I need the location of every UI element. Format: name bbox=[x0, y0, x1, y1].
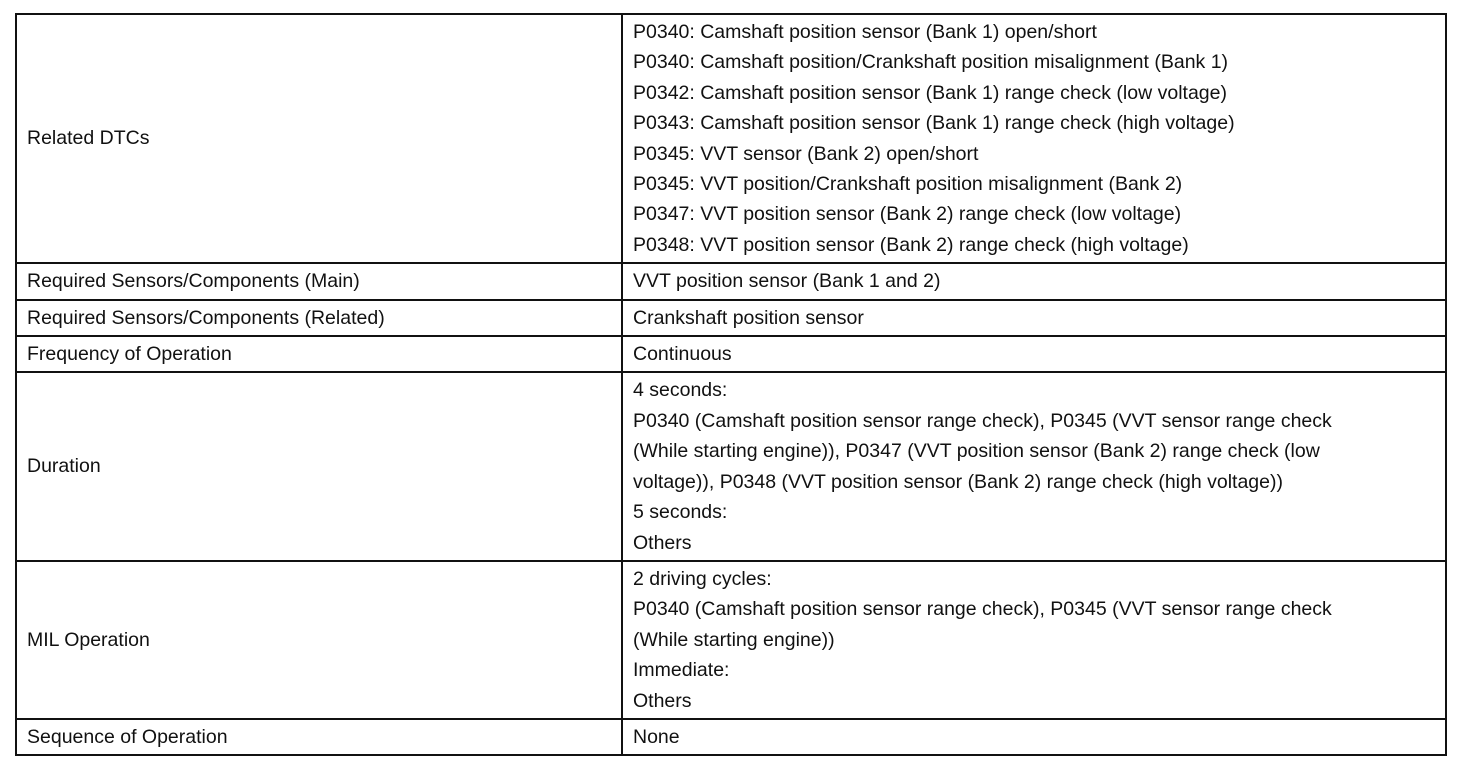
value-line: None bbox=[633, 725, 680, 748]
value-line: VVT position sensor (Bank 1 and 2) bbox=[633, 270, 941, 293]
row-value bbox=[622, 300, 1446, 336]
row-value bbox=[622, 263, 1446, 299]
spec-table bbox=[15, 13, 1447, 756]
row-label: MIL Operation bbox=[16, 561, 622, 719]
table-row bbox=[16, 336, 1446, 372]
table-row bbox=[16, 372, 1446, 560]
row-label: Related DTCs bbox=[16, 14, 622, 263]
value-line: Crankshaft position sensor bbox=[633, 306, 864, 329]
value-line: P0345: VVT sensor (Bank 2) open/short bbox=[633, 142, 979, 165]
value-line: Immediate: bbox=[633, 659, 730, 682]
value-line: P0345: VVT position/Crankshaft position misalignment (Bank 2) bbox=[633, 173, 1183, 196]
row-value bbox=[622, 561, 1446, 719]
value-line: P0340 (Camshaft position sensor range check), P0345 (VVT sensor range check bbox=[633, 598, 1332, 621]
row-label: Required Sensors/Components (Main) bbox=[16, 263, 622, 299]
table-row bbox=[16, 300, 1446, 336]
value-line: Others bbox=[633, 531, 692, 554]
value-line: voltage)), P0348 (VVT position sensor (Bank 2) range check (high voltage)) bbox=[633, 470, 1283, 493]
value-line: P0340 (Camshaft position sensor range check), P0345 (VVT sensor range check bbox=[633, 409, 1332, 432]
row-label: Sequence of Operation bbox=[16, 719, 622, 755]
value-line: Others bbox=[633, 689, 692, 712]
table-row bbox=[16, 14, 1446, 263]
row-value bbox=[622, 336, 1446, 372]
value-line: P0343: Camshaft position sensor (Bank 1) range check (high voltage) bbox=[633, 112, 1235, 135]
value-line: P0340: Camshaft position sensor (Bank 1) open/short bbox=[633, 21, 1097, 43]
value-line: Continuous bbox=[633, 343, 732, 366]
value-line: P0342: Camshaft position sensor (Bank 1) range check (low voltage) bbox=[633, 81, 1227, 104]
table-row bbox=[16, 561, 1446, 719]
value-line: P0340: Camshaft position/Crankshaft position misalignment (Bank 1) bbox=[633, 51, 1229, 74]
row-label: Required Sensors/Components (Related) bbox=[16, 300, 622, 336]
row-label: Frequency of Operation bbox=[16, 336, 622, 372]
value-line: (While starting engine)), P0347 (VVT position sensor (Bank 2) range check (low bbox=[633, 440, 1320, 463]
value-line: (While starting engine)) bbox=[633, 628, 835, 651]
row-value bbox=[622, 14, 1446, 263]
value-line: 4 seconds: bbox=[633, 379, 728, 402]
row-value bbox=[622, 719, 1446, 755]
row-value bbox=[622, 372, 1446, 560]
row-label: Duration bbox=[16, 372, 622, 560]
table-row bbox=[16, 263, 1446, 299]
value-line: 2 driving cycles: bbox=[633, 567, 772, 590]
value-line: P0347: VVT position sensor (Bank 2) range check (low voltage) bbox=[633, 203, 1182, 226]
value-line: 5 seconds: bbox=[633, 501, 728, 524]
value-line: P0348: VVT position sensor (Bank 2) range check (high voltage) bbox=[633, 233, 1189, 256]
table-row bbox=[16, 719, 1446, 755]
